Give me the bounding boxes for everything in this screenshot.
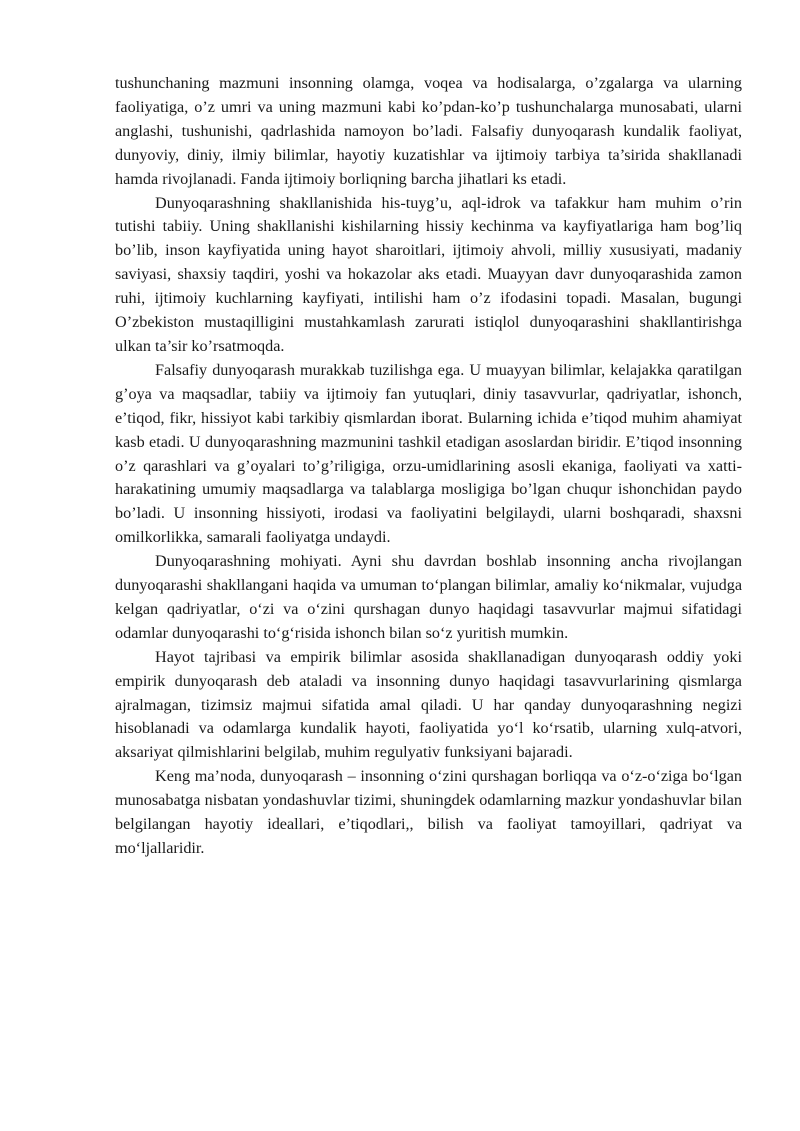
document-page — [115, 72, 742, 861]
paragraph-empirical-worldview: Hayot tajribasi va empirik bilimlar asosida shakllanadigan dunyoqarash oddiy yoki empirik dunyoqarash deb ataladi va insonning dunyo haqidagi tasavvurlarining qismlarga ajralmagan, tizimsiz majmui sifatida amal qiladi. U har qanday dunyoqarashning negizi hisoblanadi va odamlarga kundalik hayoti, faoliyatida yo‘l ko‘rsatib, ularning xulq-atvori, aksariyat qilmishlarini belgilab, muhim regulyativ funksiyani bajaradi. — [115, 647, 742, 762]
paragraph-broad-definition: Keng ma’noda, dunyoqarash – insonning o‘zini qurshagan borliqqa va o‘z-o‘ziga bo‘lgan munosabatga nisbatan yondashuvlar tizimi, shuningdek odamlarning mazkur yondashuvlar bilan belgilangan hayotiy ideallari, e’tiqodlari,, bilish va faoliyat tamoyillari, qadriyat va mo‘ljallaridir. — [115, 767, 742, 857]
paragraph-worldview-formation: Dunyoqarashning shakllanishida his-tuyg’u, aql-idrok va tafakkur ham muhim o’rin tutishi tabiiy. Uning shakllanishi kishilarning hissiy kechinma va kayfiyatlariga ham bog’liq bo’lib, inson kayfiyatida uning hayot sharoitlari, ijtimoiy ahvoli, milliy xususiyati, madaniy saviyasi, shaxsiy taqdiri, yoshi va hokazolar aks etadi. Muayyan davr dunyoqarashida zamon ruhi, ijtimoiy kuchlarning kayfiyati, intilishi ham o’z ifodasini topadi. Masalan, bugungi O’zbekiston mustaqilligini mustahkamlash zarurati istiqlol dunyoqarashini shakllantirishga ulkan ta’sir ko’rsatmoqda. — [115, 193, 742, 355]
paragraph-worldview-structure: Falsafiy dunyoqarash murakkab tuzilishga ega. U muayyan bilimlar, kelajakka qaratilgan g’oya va maqsadlar, tabiiy va ijtimoiy fan yutuqlari, diniy tasavvurlar, qadriyatlar, ishonch, e’tiqod, fikr, hissiyot kabi tarkibiy qismlardan iborat. Bularning ichida e’tiqod muhim ahamiyat kasb etadi. U dunyoqarashning mazmunini tashkil etadigan asoslardan biridir. E’tiqod insonning o’z qarashlari va g’oyalari to’g’riligiga, orzu-umidlarining asosli ekaniga, faoliyati va xatti-harakatining umumiy maqsadlarga va talablarga mosligiga bo’lgan chuqur ishonchidan paydo bo’ladi. U insonning hissiyoti, irodasi va faoliyatini belgilaydi, ularni boshqaradi, shaxsni omilkorlikka, samarali faoliyatga undaydi. — [115, 360, 742, 547]
paragraph-continuation: tushunchaning mazmuni insonning olamga, voqea va hodisalarga, o’zgalarga va ularning faoliyatiga, o’z umri va uning mazmuni kabi ko’pdan-ko’p tushunchalarga munosabati, ularni anglashi, tushunishi, qadrlashida namoyon bo’ladi. Falsafiy dunyoqarash kundalik faoliyat, dunyoviy, diniy, ilmiy bilimlar, hayotiy kuzatishlar va ijtimoiy tarbiya ta’sirida shakllanadi hamda rivojlanadi. Fanda ijtimoiy borliqning barcha jihatlari ks etadi. — [115, 74, 742, 188]
paragraph-worldview-essence: Dunyoqarashning mohiyati. Ayni shu davrdan boshlab insonning ancha rivojlangan dunyoqarashi shakllangani haqida va umuman to‘plangan bilimlar, amaliy ko‘nikmalar, vujudga kelgan qadriyatlar, o‘zi va o‘zini qurshagan dunyo haqidagi tasavvurlar majmui sifatidagi odamlar dunyoqarashi to‘g‘risida ishonch bilan so‘z yuritish mumkin. — [115, 552, 742, 642]
